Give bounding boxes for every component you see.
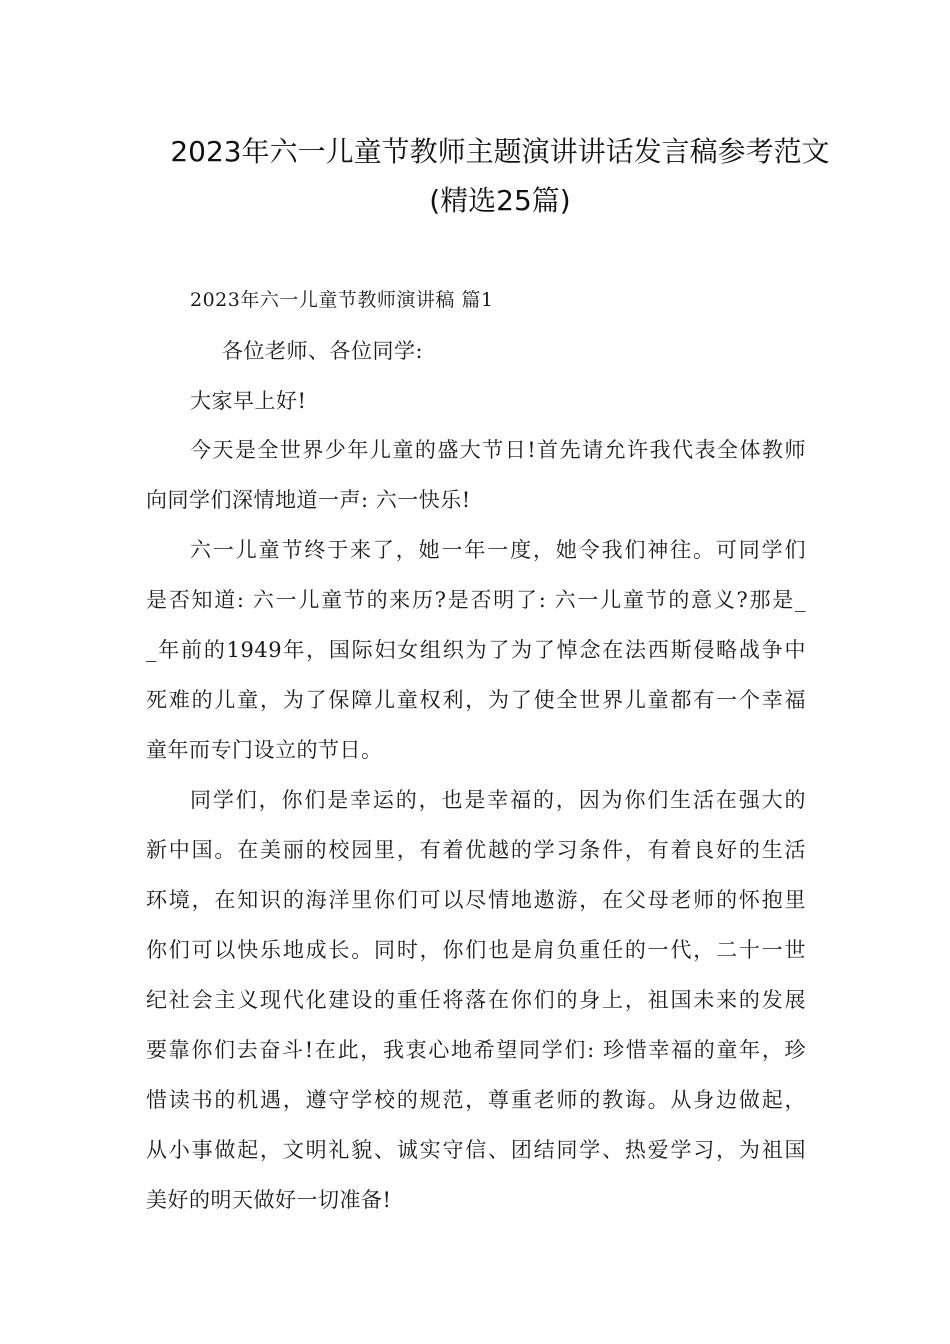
paragraph-line: 环境，在知识的海洋里你们可以尽情地遨游，在父母老师的怀抱里 xyxy=(146,888,806,912)
salutation: 各位老师、各位同学: xyxy=(222,339,424,363)
paragraph-line: 是否知道: 六一儿童节的来历?是否明了: 六一儿童节的意义?那是_ xyxy=(146,588,806,612)
paragraph-line: 六一儿童节终于来了，她一年一度，她令我们神往。可同学们 xyxy=(190,538,806,562)
paragraph-line: 今天是全世界少年儿童的盛大节日!首先请允许我代表全体教师 xyxy=(190,438,806,462)
paragraph-line: 死难的儿童，为了保障儿童权利，为了使全世界儿童都有一个幸福 xyxy=(146,688,806,712)
paragraph-line: 要靠你们去奋斗!在此，我衷心地希望同学们: 珍惜幸福的童年，珍 xyxy=(146,1038,806,1062)
paragraph-line: 同学们，你们是幸运的，也是幸福的，因为你们生活在强大的 xyxy=(190,788,806,812)
paragraph-line: 向同学们深情地道一声: 六一快乐! xyxy=(146,488,471,512)
paragraph-line: 从小事做起，文明礼貌、诚实守信、团结同学、热爱学习，为祖国 xyxy=(146,1138,806,1162)
paragraph-line: 你们可以快乐地成长。同时，你们也是肩负重任的一代，二十一世 xyxy=(146,938,806,962)
greeting: 大家早上好! xyxy=(190,389,307,413)
paragraph-line: 惜读书的机遇，遵守学校的规范，尊重老师的教诲。从身边做起， xyxy=(146,1088,806,1112)
paragraph-line: 新中国。在美丽的校园里，有着优越的学习条件，有着良好的生活 xyxy=(146,838,806,862)
document-title-line-1: 2023年六一儿童节教师主题演讲讲话发言稿参考范文 xyxy=(170,135,830,168)
paragraph-line: 美好的明天做好一切准备! xyxy=(146,1188,392,1212)
section-heading: 2023年六一儿童节教师演讲稿 篇1 xyxy=(190,289,494,311)
paragraph-line: _年前的1949年，国际妇女组织为了为了悼念在法西斯侵略战争中 xyxy=(146,638,806,662)
paragraph-line: 纪社会主义现代化建设的重任将落在你们的身上，祖国未来的发展 xyxy=(146,988,806,1012)
paragraph-line: 童年而专门设立的节日。 xyxy=(146,738,383,762)
document-title-line-2: (精选25篇) xyxy=(429,184,571,217)
